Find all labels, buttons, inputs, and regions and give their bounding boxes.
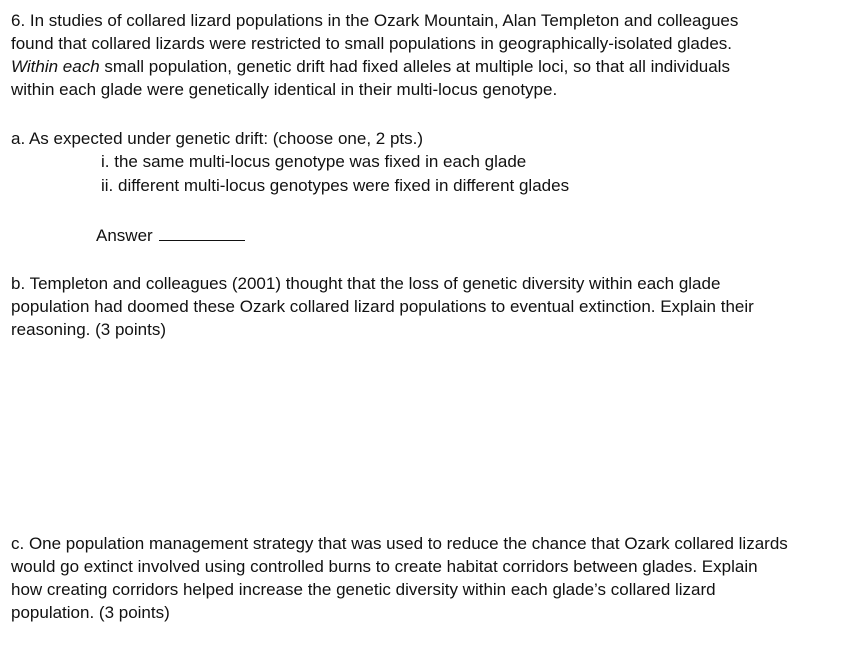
emphasis-within-each: Within each bbox=[11, 57, 100, 76]
question-6-line-3 bbox=[11, 55, 846, 78]
part-a-prompt: a. As expected under genetic drift: (choose one, 2 pts.) bbox=[11, 129, 424, 148]
question-6-line-2: found that collared lizards were restricted to small populations in geographically-isolated glades. bbox=[11, 34, 733, 53]
answer-field[interactable] bbox=[96, 224, 245, 247]
part-a-option-ii: ii. different multi-locus genotypes were fixed in different glades bbox=[101, 176, 570, 195]
question-6-intro bbox=[11, 9, 846, 101]
question-6-line-1: 6. In studies of collared lizard populations in the Ozark Mountain, Alan Templeton and colleagues bbox=[11, 11, 739, 30]
part-c-line-1: c. One population management strategy that was used to reduce the chance that Ozark collared lizards bbox=[11, 534, 788, 553]
part-b-line-3: reasoning. (3 points) bbox=[11, 320, 166, 339]
part-c-line-3: how creating corridors helped increase the genetic diversity within each glade’s collared lizard bbox=[11, 580, 716, 599]
part-b-line-2: population had doomed these Ozark collared lizard populations to eventual extinction. Explain their bbox=[11, 297, 754, 316]
answer-blank-line[interactable] bbox=[159, 226, 245, 241]
part-c-line-4: population. (3 points) bbox=[11, 603, 170, 622]
part-b-question bbox=[11, 272, 846, 341]
part-c-line-2: would go extinct involved using controlled burns to create habitat corridors between glades. Explain bbox=[11, 557, 758, 576]
part-a-option-i: i. the same multi-locus genotype was fixed in each glade bbox=[101, 152, 527, 171]
part-b-line-1: b. Templeton and colleagues (2001) thought that the loss of genetic diversity within each glade bbox=[11, 274, 721, 293]
question-6-line-4: within each glade were genetically identical in their multi-locus genotype. bbox=[11, 80, 558, 99]
part-c-question bbox=[11, 532, 846, 624]
answer-label: Answer bbox=[96, 226, 153, 245]
question-6-line-3-rest: small population, genetic drift had fixed alleles at multiple loci, so that all individuals bbox=[99, 57, 730, 76]
